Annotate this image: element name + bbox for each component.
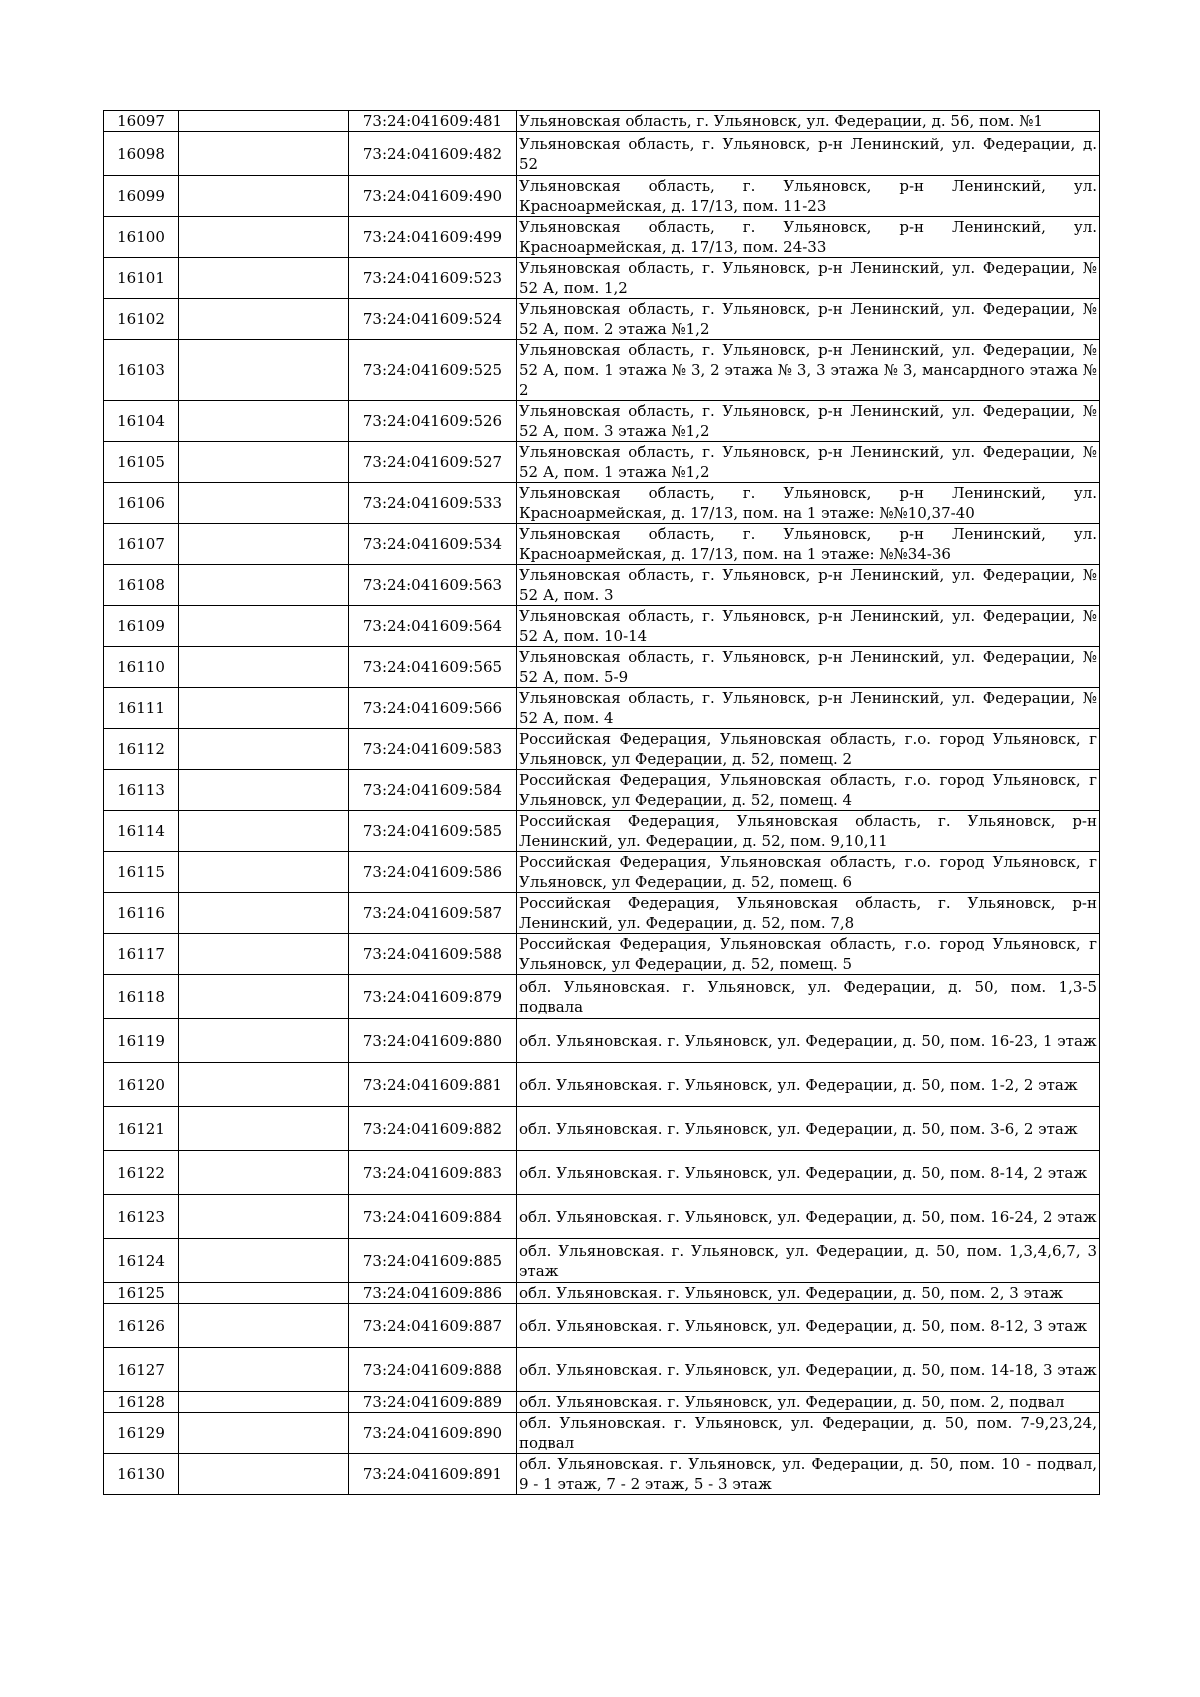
table-row — [104, 340, 1100, 401]
table-row — [104, 1283, 1100, 1304]
row-number-cell: 16108 — [104, 565, 179, 606]
row-number-cell: 16123 — [104, 1195, 179, 1239]
empty-cell — [179, 770, 349, 811]
address-cell: Ульяновская область, г. Ульяновск, р-н Ленинский, ул. Федерации, № 52 А, пом. 2 этажа №1,2 — [517, 299, 1100, 340]
address-cell: Ульяновская область, г. Ульяновск, р-н Ленинский, ул. Красноармейская, д. 17/13, пом. на 1 этаже: №№10,37-40 — [517, 483, 1100, 524]
empty-cell — [179, 524, 349, 565]
row-number-cell: 16104 — [104, 401, 179, 442]
row-number-cell: 16099 — [104, 176, 179, 217]
cadastral-number-cell: 73:24:041609:523 — [349, 258, 517, 299]
row-number-cell: 16103 — [104, 340, 179, 401]
address-cell: обл. Ульяновская. г. Ульяновск, ул. Федерации, д. 50, пом. 8-14, 2 этаж — [517, 1151, 1100, 1195]
empty-cell — [179, 176, 349, 217]
row-number-cell: 16121 — [104, 1107, 179, 1151]
table-row — [104, 1304, 1100, 1348]
address-cell: Ульяновская область, г. Ульяновск, р-н Ленинский, ул. Федерации, д. 52 — [517, 132, 1100, 176]
address-cell: обл. Ульяновская. г. Ульяновск, ул. Федерации, д. 50, пом. 1,3,4,6,7, 3 этаж — [517, 1239, 1100, 1283]
empty-cell — [179, 1304, 349, 1348]
address-cell: Ульяновская область, г. Ульяновск, р-н Ленинский, ул. Федерации, № 52 А, пом. 3 этажа №1,2 — [517, 401, 1100, 442]
table-row — [104, 1413, 1100, 1454]
empty-cell — [179, 401, 349, 442]
table-row — [104, 258, 1100, 299]
table-row — [104, 811, 1100, 852]
cadastral-number-cell: 73:24:041609:481 — [349, 111, 517, 132]
table-row — [104, 852, 1100, 893]
row-number-cell: 16118 — [104, 975, 179, 1019]
empty-cell — [179, 934, 349, 975]
table-row — [104, 1454, 1100, 1495]
address-cell: Российская Федерация, Ульяновская область, г.о. город Ульяновск, г Ульяновск, ул Федерации, д. 52, помещ. 6 — [517, 852, 1100, 893]
cadastral-number-cell: 73:24:041609:889 — [349, 1392, 517, 1413]
empty-cell — [179, 606, 349, 647]
row-number-cell: 16097 — [104, 111, 179, 132]
table-row — [104, 524, 1100, 565]
cadastral-number-cell: 73:24:041609:890 — [349, 1413, 517, 1454]
row-number-cell: 16116 — [104, 893, 179, 934]
cadastral-number-cell: 73:24:041609:887 — [349, 1304, 517, 1348]
row-number-cell: 16114 — [104, 811, 179, 852]
row-number-cell: 16107 — [104, 524, 179, 565]
row-number-cell: 16117 — [104, 934, 179, 975]
empty-cell — [179, 217, 349, 258]
cadastral-number-cell: 73:24:041609:499 — [349, 217, 517, 258]
table-row — [104, 1107, 1100, 1151]
table-row — [104, 442, 1100, 483]
registry-table — [103, 110, 1100, 1495]
table-row — [104, 770, 1100, 811]
table-row — [104, 606, 1100, 647]
empty-cell — [179, 299, 349, 340]
empty-cell — [179, 1348, 349, 1392]
address-cell: обл. Ульяновская. г. Ульяновск, ул. Федерации, д. 50, пом. 3-6, 2 этаж — [517, 1107, 1100, 1151]
address-cell: Ульяновская область, г. Ульяновск, р-н Ленинский, ул. Федерации, № 52 А, пом. 1 этажа № 3, 2 этажа № 3, 3 этажа № 3, мансардного этажа № 2 — [517, 340, 1100, 401]
cadastral-number-cell: 73:24:041609:885 — [349, 1239, 517, 1283]
cadastral-number-cell: 73:24:041609:886 — [349, 1283, 517, 1304]
empty-cell — [179, 688, 349, 729]
row-number-cell: 16110 — [104, 647, 179, 688]
table-row — [104, 1151, 1100, 1195]
row-number-cell: 16115 — [104, 852, 179, 893]
table-row — [104, 401, 1100, 442]
cadastral-number-cell: 73:24:041609:583 — [349, 729, 517, 770]
empty-cell — [179, 811, 349, 852]
row-number-cell: 16111 — [104, 688, 179, 729]
cadastral-number-cell: 73:24:041609:883 — [349, 1151, 517, 1195]
registry-table-body — [104, 111, 1100, 1495]
empty-cell — [179, 1151, 349, 1195]
address-cell: Российская Федерация, Ульяновская область, г. Ульяновск, р-н Ленинский, ул. Федерации, д. 52, пом. 7,8 — [517, 893, 1100, 934]
cadastral-number-cell: 73:24:041609:587 — [349, 893, 517, 934]
table-row — [104, 688, 1100, 729]
row-number-cell: 16126 — [104, 1304, 179, 1348]
cadastral-number-cell: 73:24:041609:891 — [349, 1454, 517, 1495]
address-cell: обл. Ульяновская. г. Ульяновск, ул. Федерации, д. 50, пом. 2, 3 этаж — [517, 1283, 1100, 1304]
address-cell: обл. Ульяновская. г. Ульяновск, ул. Федерации, д. 50, пом. 1-2, 2 этаж — [517, 1063, 1100, 1107]
empty-cell — [179, 975, 349, 1019]
empty-cell — [179, 1239, 349, 1283]
empty-cell — [179, 483, 349, 524]
empty-cell — [179, 132, 349, 176]
address-cell: обл. Ульяновская. г. Ульяновск, ул. Федерации, д. 50, пом. 7-9,23,24, подвал — [517, 1413, 1100, 1454]
cadastral-number-cell: 73:24:041609:888 — [349, 1348, 517, 1392]
row-number-cell: 16124 — [104, 1239, 179, 1283]
cadastral-number-cell: 73:24:041609:585 — [349, 811, 517, 852]
cadastral-number-cell: 73:24:041609:526 — [349, 401, 517, 442]
table-row — [104, 1348, 1100, 1392]
cadastral-number-cell: 73:24:041609:588 — [349, 934, 517, 975]
empty-cell — [179, 565, 349, 606]
address-cell: Российская Федерация, Ульяновская область, г.о. город Ульяновск, г Ульяновск, ул Федерации, д. 52, помещ. 4 — [517, 770, 1100, 811]
address-cell: Ульяновская область, г. Ульяновск, ул. Федерации, д. 56, пом. №1 — [517, 111, 1100, 132]
empty-cell — [179, 111, 349, 132]
address-cell: Ульяновская область, г. Ульяновск, р-н Ленинский, ул. Красноармейская, д. 17/13, пом. 24-33 — [517, 217, 1100, 258]
cadastral-number-cell: 73:24:041609:563 — [349, 565, 517, 606]
row-number-cell: 16109 — [104, 606, 179, 647]
cadastral-number-cell: 73:24:041609:534 — [349, 524, 517, 565]
table-row — [104, 729, 1100, 770]
cadastral-number-cell: 73:24:041609:524 — [349, 299, 517, 340]
table-row — [104, 1239, 1100, 1283]
cadastral-number-cell: 73:24:041609:533 — [349, 483, 517, 524]
cadastral-number-cell: 73:24:041609:527 — [349, 442, 517, 483]
cadastral-number-cell: 73:24:041609:879 — [349, 975, 517, 1019]
cadastral-number-cell: 73:24:041609:881 — [349, 1063, 517, 1107]
table-row — [104, 975, 1100, 1019]
table-row — [104, 483, 1100, 524]
empty-cell — [179, 340, 349, 401]
address-cell: Ульяновская область, г. Ульяновск, р-н Ленинский, ул. Красноармейская, д. 17/13, пом. 11-23 — [517, 176, 1100, 217]
address-cell: Российская Федерация, Ульяновская область, г.о. город Ульяновск, г Ульяновск, ул Федерации, д. 52, помещ. 5 — [517, 934, 1100, 975]
table-row — [104, 893, 1100, 934]
row-number-cell: 16129 — [104, 1413, 179, 1454]
address-cell: обл. Ульяновская. г. Ульяновск, ул. Федерации, д. 50, пом. 16-23, 1 этаж — [517, 1019, 1100, 1063]
empty-cell — [179, 1063, 349, 1107]
address-cell: обл. Ульяновская. г. Ульяновск, ул. Федерации, д. 50, пом. 14-18, 3 этаж — [517, 1348, 1100, 1392]
row-number-cell: 16119 — [104, 1019, 179, 1063]
table-row — [104, 647, 1100, 688]
address-cell: обл. Ульяновская. г. Ульяновск, ул. Федерации, д. 50, пом. 10 - подвал, 9 - 1 этаж, 7 - 2 этаж, 5 - 3 этаж — [517, 1454, 1100, 1495]
row-number-cell: 16122 — [104, 1151, 179, 1195]
table-row — [104, 132, 1100, 176]
table-row — [104, 1392, 1100, 1413]
table-row — [104, 1019, 1100, 1063]
empty-cell — [179, 893, 349, 934]
address-cell: Ульяновская область, г. Ульяновск, р-н Ленинский, ул. Федерации, № 52 А, пом. 4 — [517, 688, 1100, 729]
address-cell: Ульяновская область, г. Ульяновск, р-н Ленинский, ул. Федерации, № 52 А, пом. 1,2 — [517, 258, 1100, 299]
row-number-cell: 16100 — [104, 217, 179, 258]
table-row — [104, 217, 1100, 258]
table-row — [104, 565, 1100, 606]
empty-cell — [179, 1107, 349, 1151]
row-number-cell: 16106 — [104, 483, 179, 524]
cadastral-number-cell: 73:24:041609:490 — [349, 176, 517, 217]
row-number-cell: 16105 — [104, 442, 179, 483]
cadastral-number-cell: 73:24:041609:525 — [349, 340, 517, 401]
cadastral-number-cell: 73:24:041609:884 — [349, 1195, 517, 1239]
cadastral-number-cell: 73:24:041609:564 — [349, 606, 517, 647]
address-cell: Ульяновская область, г. Ульяновск, р-н Ленинский, ул. Федерации, № 52 А, пом. 10-14 — [517, 606, 1100, 647]
empty-cell — [179, 1454, 349, 1495]
address-cell: Ульяновская область, г. Ульяновск, р-н Ленинский, ул. Федерации, № 52 А, пом. 5-9 — [517, 647, 1100, 688]
row-number-cell: 16128 — [104, 1392, 179, 1413]
table-row — [104, 299, 1100, 340]
row-number-cell: 16125 — [104, 1283, 179, 1304]
cadastral-number-cell: 73:24:041609:566 — [349, 688, 517, 729]
address-cell: обл. Ульяновская. г. Ульяновск, ул. Федерации, д. 50, пом. 1,3-5 подвала — [517, 975, 1100, 1019]
table-row — [104, 111, 1100, 132]
cadastral-number-cell: 73:24:041609:882 — [349, 1107, 517, 1151]
table-row — [104, 1195, 1100, 1239]
address-cell: Ульяновская область, г. Ульяновск, р-н Ленинский, ул. Федерации, № 52 А, пом. 1 этажа №1,2 — [517, 442, 1100, 483]
table-row — [104, 1063, 1100, 1107]
empty-cell — [179, 1195, 349, 1239]
empty-cell — [179, 258, 349, 299]
row-number-cell: 16102 — [104, 299, 179, 340]
empty-cell — [179, 1413, 349, 1454]
address-cell: обл. Ульяновская. г. Ульяновск, ул. Федерации, д. 50, пом. 2, подвал — [517, 1392, 1100, 1413]
cadastral-number-cell: 73:24:041609:565 — [349, 647, 517, 688]
table-row — [104, 934, 1100, 975]
address-cell: Ульяновская область, г. Ульяновск, р-н Ленинский, ул. Красноармейская, д. 17/13, пом. на 1 этаже: №№34-36 — [517, 524, 1100, 565]
address-cell: обл. Ульяновская. г. Ульяновск, ул. Федерации, д. 50, пом. 16-24, 2 этаж — [517, 1195, 1100, 1239]
cadastral-number-cell: 73:24:041609:482 — [349, 132, 517, 176]
cadastral-number-cell: 73:24:041609:586 — [349, 852, 517, 893]
empty-cell — [179, 1283, 349, 1304]
empty-cell — [179, 1019, 349, 1063]
row-number-cell: 16098 — [104, 132, 179, 176]
row-number-cell: 16130 — [104, 1454, 179, 1495]
row-number-cell: 16120 — [104, 1063, 179, 1107]
address-cell: Российская Федерация, Ульяновская область, г.о. город Ульяновск, г Ульяновск, ул Федерации, д. 52, помещ. 2 — [517, 729, 1100, 770]
empty-cell — [179, 442, 349, 483]
row-number-cell: 16113 — [104, 770, 179, 811]
address-cell: обл. Ульяновская. г. Ульяновск, ул. Федерации, д. 50, пом. 8-12, 3 этаж — [517, 1304, 1100, 1348]
empty-cell — [179, 647, 349, 688]
table-row — [104, 176, 1100, 217]
row-number-cell: 16112 — [104, 729, 179, 770]
cadastral-number-cell: 73:24:041609:584 — [349, 770, 517, 811]
row-number-cell: 16101 — [104, 258, 179, 299]
empty-cell — [179, 729, 349, 770]
address-cell: Ульяновская область, г. Ульяновск, р-н Ленинский, ул. Федерации, № 52 А, пом. 3 — [517, 565, 1100, 606]
empty-cell — [179, 1392, 349, 1413]
cadastral-number-cell: 73:24:041609:880 — [349, 1019, 517, 1063]
empty-cell — [179, 852, 349, 893]
address-cell: Российская Федерация, Ульяновская область, г. Ульяновск, р-н Ленинский, ул. Федерации, д. 52, пом. 9,10,11 — [517, 811, 1100, 852]
row-number-cell: 16127 — [104, 1348, 179, 1392]
